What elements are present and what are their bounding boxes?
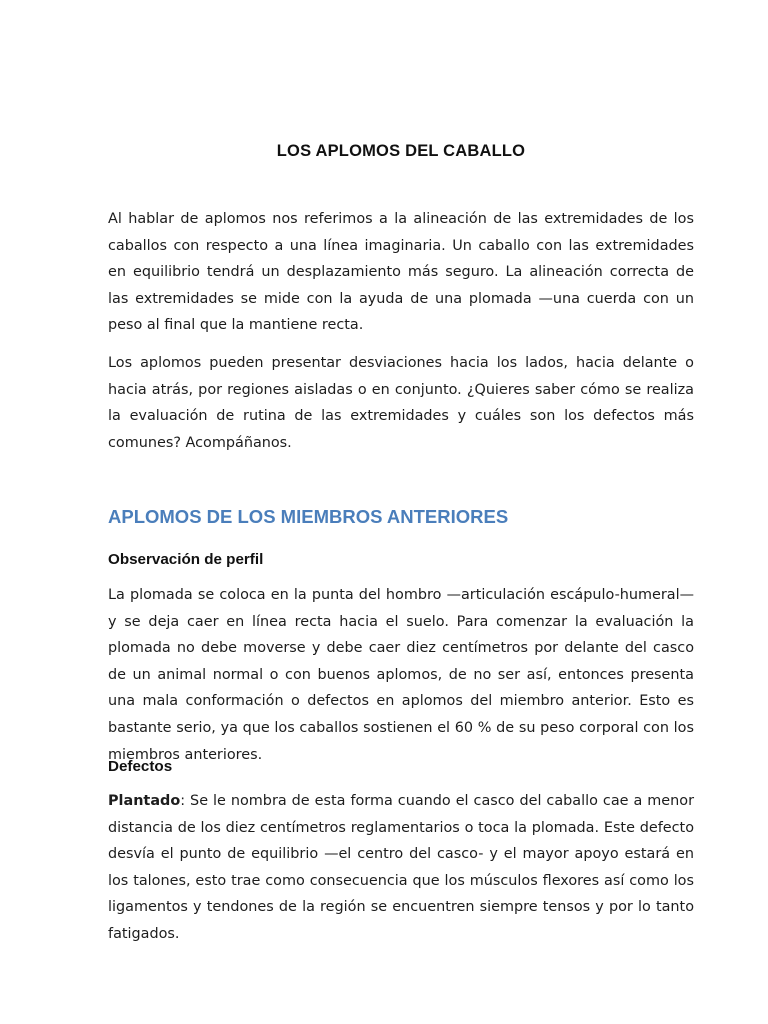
intro-paragraph-1: Al hablar de aplomos nos referimos a la alineación de las extremidades de los caballos con respecto a una línea imaginaria. Un caballo con las extremidades en equilibrio tendrá un desplazamiento más seguro. La alineación correcta de las extremidades se mide con la ayuda de una plomada —una cuerda con un peso al final que la mantiene recta. — [108, 211, 694, 334]
subsection-heading-defectos: Defectos — [108, 758, 173, 775]
section-heading: APLOMOS DE LOS MIEMBROS ANTERIORES — [108, 506, 509, 527]
observacion-paragraph: La plomada se coloca en la punta del hombro —articulación escápulo-humeral— y se deja caer en línea recta hacia el suelo. Para comenzar la evaluación la plomada no debe moverse y debe caer diez centímetros por delante del casco de un animal normal o con buenos aplomos, de no ser así, entonces presenta una mala conformación o defectos en aplomos del miembro anterior. Esto es bastante serio, ya que los caballos sostienen el 60 % de su peso corporal con los miembros anteriores. — [108, 587, 694, 763]
intro-paragraph-2: Los aplomos pueden presentar desviaciones hacia los lados, hacia delante o hacia atrás, por regiones aisladas o en conjunto. ¿Quieres saber cómo se realiza la evaluación de rutina de las extremidades y cuáles son los defectos más comunes? Acompáñanos. — [108, 355, 694, 451]
defect-term-plantado: Plantado — [108, 793, 181, 809]
subsection-heading-observacion: Observación de perfil — [108, 551, 264, 568]
document-title: LOS APLOMOS DEL CABALLO — [276, 142, 526, 160]
defect-description: : Se le nombra de esta forma cuando el casco del caballo cae a menor distancia de los diez centímetros reglamentarios o toca la plomada. Este defecto desvía el punto de equilibrio —el centro del casco- y el mayor apoyo estará en los talones, esto trae como consecuencia que los músculos flexores así como los ligamentos y tendones de la región se encuentren siempre tensos y por lo tanto fatigados. — [108, 793, 694, 942]
defectos-paragraph — [108, 788, 694, 948]
